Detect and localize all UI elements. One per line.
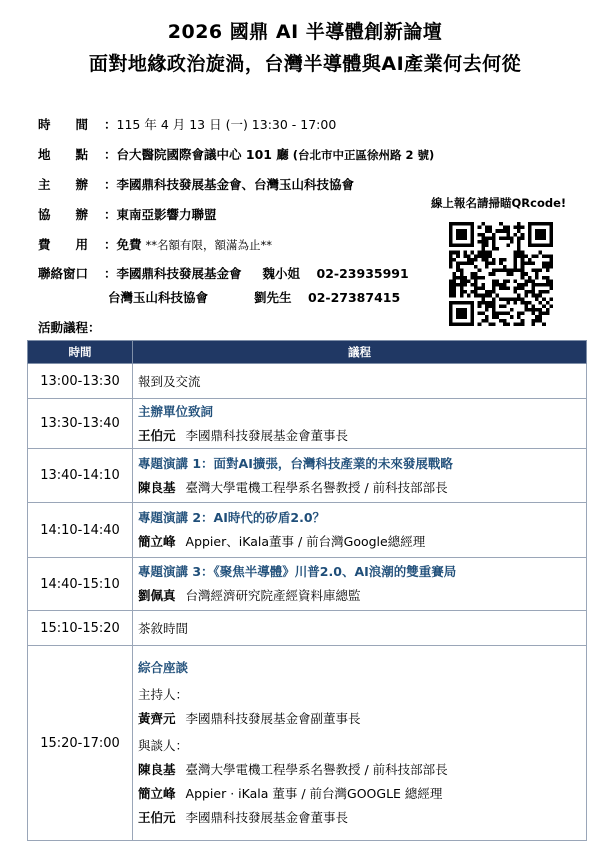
panelist-name: 王伯元 [138,810,176,825]
title-line-2: 面對地緣政治旋渦，台灣半導體與AI產業何去何從 [88,53,522,75]
fee-value: 免費 [116,237,142,252]
co-label: 協 辦 [38,207,89,222]
panelist-name: 簡立峰 [138,786,176,801]
row-time: 13:40-14:10 [28,449,133,503]
contact-label: 聯絡窗口 [38,266,89,281]
panelist-affiliation: Appier · iKala 董事 / 前台灣GOOGLE 總經理 [185,786,443,801]
info-host: 主 辦 ：李國鼎科技發展基金會、台灣玉山科技協會 [38,177,355,192]
moderator-label: 主持人： [138,687,189,702]
time-value: 115 年 4 月 13 日 (一) 13:30 - 17:00 [116,117,337,132]
session-title: 綜合座談 [138,660,189,675]
session-title: 專題演講 2：AI時代的矽盾2.0？ [138,510,326,525]
table-row [28,558,587,611]
fee-label: 費 用 [38,237,89,252]
row-time: 13:30-13:40 [28,399,133,449]
row-time: 15:10-15:20 [28,611,133,646]
contact-phone-1: 02-23935991 [316,266,409,281]
moderator-affiliation: 李國鼎科技發展基金會副董事長 [185,711,361,726]
contact-org-1: 李國鼎科技發展基金會 [116,266,242,281]
table-row [28,399,587,449]
row-time: 15:20-17:00 [28,646,133,841]
row-plain: 報到及交流 [133,364,587,399]
time-label: 時 間 [38,117,89,132]
panelist-name: 陳良基 [138,762,176,777]
speaker-affiliation: Appier、iKala董事 / 前台灣Google總經理 [185,534,426,549]
table-row [28,503,587,558]
place-label: 地 點 [38,147,89,162]
speaker-affiliation: 臺灣大學電機工程學系名譽教授 / 前科技部部長 [185,479,448,495]
moderator-name: 黃齊元 [138,711,176,726]
table-row [28,364,587,399]
fee-note: **名額有限，額滿為止** [145,238,273,252]
row-time: 13:00-13:30 [28,364,133,399]
agenda-table [27,340,587,841]
session-title: 主辦單位致詞 [138,403,214,419]
speaker-name: 陳良基 [138,479,176,495]
speaker-name: 劉佩真 [138,588,176,603]
contact-person-1: 魏小姐 [262,266,301,281]
table-row [28,611,587,646]
info-contact-2 [108,288,400,306]
qr-code-icon[interactable] [449,222,553,326]
info-co: 協 辦 ：東南亞影響力聯盟 [38,207,217,222]
table-row [28,646,587,841]
header-program: 議程 [133,341,587,364]
title-line-1: 2026 國鼎 AI 半導體創新論壇 [167,21,443,43]
host-value: 李國鼎科技發展基金會、台灣玉山科技協會 [116,177,355,192]
info-fee: 費 用 ：免費 **名額有限，額滿為止** [38,237,273,252]
speaker-affiliation: 李國鼎科技發展基金會董事長 [185,427,349,443]
place-value: 台大醫院國際會議中心 101 廳 [116,147,289,162]
row-time: 14:40-15:10 [28,558,133,611]
speaker-name: 王伯元 [138,427,176,443]
place-note: (台北市中正區徐州路 2 號) [292,148,435,162]
row-plain: 茶敘時間 [133,611,587,646]
header-time: 時間 [28,341,133,364]
contact-phone-2: 02-27387415 [308,290,401,305]
info-place: 地 點 ：台大醫院國際會議中心 101 廳 (台北市中正區徐州路 2 號) [38,147,435,162]
speaker-name: 簡立峰 [138,534,176,549]
info-time: 時 間 ：115 年 4 月 13 日 (一) 13:30 - 17:00 [38,117,337,132]
panel-label: 與談人： [138,738,189,753]
row-time: 14:10-14:40 [28,503,133,558]
session-title: 專題演講 3：《聚焦半導體》川普2.0、AI浪潮的雙重賽局 [138,564,457,579]
info-contact-1: 聯絡窗口 ：李國鼎科技發展基金會 魏小姐 02-23935991 [38,266,409,281]
session-title: 專題演講 1：面對AI擴張，台灣科技產業的未來發展戰略 [138,455,453,471]
contact-org-2: 台灣玉山科技協會 [108,290,209,305]
agenda-label: 活動議程： [38,320,101,335]
contact-person-2: 劉先生 [254,290,292,305]
panelist-affiliation: 李國鼎科技發展基金會董事長 [185,810,349,825]
panelist-affiliation: 臺灣大學電機工程學系名譽教授 / 前科技部部長 [185,762,448,777]
co-value: 東南亞影響力聯盟 [116,207,217,222]
host-label: 主 辦 [38,177,89,192]
qr-caption: 線上報名請掃瞄QRcode! [431,196,567,210]
speaker-affiliation: 台灣經濟研究院產經資料庫總監 [185,588,361,603]
table-row [28,449,587,503]
agenda-header-row [28,341,587,364]
